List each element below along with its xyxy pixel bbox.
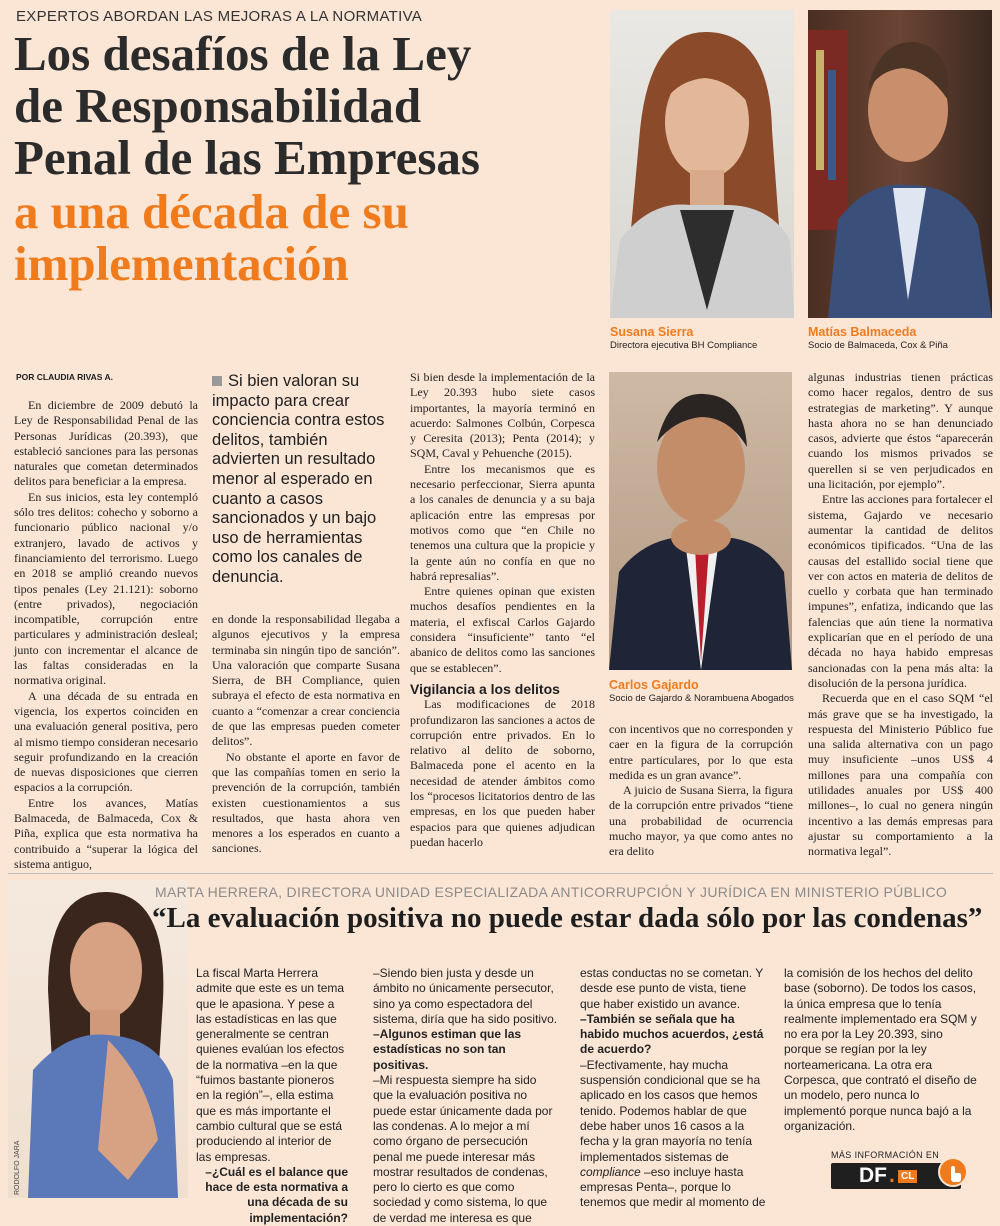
portrait-balmaceda-illustration — [808, 10, 992, 318]
caption-name-sierra: Susana Sierra — [610, 325, 694, 339]
caption-role-balmaceda: Socio de Balmaceda, Cox & Piña — [808, 340, 948, 351]
paragraph: estas conductas no se cometan. Y desde ese punto de vista, tiene que haber existido un avance. — [580, 966, 764, 1011]
headline-line-1: Los desafíos de la Ley — [14, 26, 472, 81]
interview-question: –También se señala que ha habido muchos acuerdos, ¿está de acuerdo? — [580, 1011, 764, 1057]
paragraph: A juicio de Susana Sierra, la figura de la corrupción entre privados “tiene una probabilidad de ocurrencia mucho mayor, ya que como antes no era delito — [609, 783, 793, 859]
caption-role-sierra: Directora ejecutiva BH Compliance — [610, 340, 758, 351]
article-column-1 — [14, 398, 198, 872]
interview-column-1 — [188, 966, 348, 1226]
paragraph — [580, 1058, 766, 1211]
interview-question: –Algunos estiman que las estadísticas no son tan positivas. — [373, 1027, 522, 1072]
portrait-sierra-illustration — [610, 10, 794, 318]
portrait-gajardo-illustration — [609, 372, 792, 670]
paragraph: –Siendo bien justa y desde un ámbito no únicamente persecutor, sino ya como espectadora del sistema, diría que ha sido positivo. — [373, 966, 558, 1026]
df-logo-dot: . — [889, 1164, 895, 1187]
paragraph: A una década de su entrada en vigencia, los expertos coinciden en una evaluación general positiva, pero al mismo tiempo consideran necesario seguir profundizando en la creación de nuevas disposiciones que cierren espacios a la corrupción. — [14, 688, 198, 795]
hand-pointer-icon[interactable] — [938, 1157, 968, 1187]
interview-column-4 — [784, 966, 978, 1134]
article-column-2 — [212, 612, 400, 857]
paragraph: Entre las acciones para fortalecer el sistema, Gajardo ve necesario aumentar la cantidad de delitos económicos tipificados. “Una de las causas del estallido social tiene que ver con actos en materia de delitos de cuello y corbata que han terminado impunes”, enfatiza, indicando que las falencias que aún tiene la normativa explicarían que en el período de una década no haya habido empresas sancionadas con la pena más alta: la disolución de la persona jurídica. — [808, 492, 993, 690]
caption-role-gajardo: Socio de Gajardo & Norambuena Abogados — [609, 693, 794, 704]
headline-line-3: Penal de las Empresas — [14, 130, 480, 185]
paragraph: En sus inicios, esta ley contempló sólo tres delitos: cohecho y soborno a funcionario público nacional y/o extranjero, lavado de activos y financiamiento del terrorismo. Luego en 2018 se amplió creando nuevos tipos penales (Ley 21.121): soborno (entre privados), negociación incompatible, corrupción entre particulares y administración desleal; junto con incrementar el alcance de las faltas consideradas en la normativa original. — [14, 489, 198, 688]
df-promo[interactable] — [831, 1150, 974, 1190]
pull-quote-text: Si bien valoran su impacto para crear conciencia contra estos delitos, también advierten un resultado menor al esperado en cuanto a casos sancionados y un bajo uso de herramientas como los canales de denuncia. — [212, 372, 385, 586]
headline-highlight-line-2: implementación — [14, 236, 349, 291]
interview-kicker: MARTA HERRERA, DIRECTORA UNIDAD ESPECIALIZADA ANTICORRUPCIÓN Y JURÍDICA EN MINISTERIO PÚBLICO — [155, 884, 948, 900]
section-divider — [8, 873, 993, 874]
pull-quote — [212, 372, 400, 588]
paragraph: Entre quienes opinan que existen muchos desafíos pendientes en la materia, el exfiscal Carlos Gajardo considera “insuficiente” tanto “el abanico de delitos como las sanciones que se establecen”. — [410, 584, 595, 675]
caption-name-gajardo: Carlos Gajardo — [609, 678, 699, 692]
df-logo-cl: CL — [898, 1170, 917, 1183]
paragraph: algunas industrias tienen prácticas como hacer regalos, dentro de sus estrategias de marketing”. Y aunque hasta ahora no se han denunciado casos, advierte que éstos “aparecerán cuando los mismos privados se querellen si se ven perjudicados en una licitación, por ejemplo”. — [808, 370, 993, 492]
paragraph: Entre los mecanismos que es necesario perfeccionar, Sierra apunta a los canales de denuncia y a su baja aplicación entre las empresas por motivos como que “en Chile no tenemos una cultura que la propicie y la gente aún no confía en que no habrá represalias”. — [410, 461, 595, 583]
article-column-4 — [808, 370, 993, 860]
paragraph: Si bien desde la implementación de la Ley 20.393 hubo siete casos importantes, la mayoría terminó en acuerdo: Salmones Colbún, Corpesca y Ceresita (2013); Penta (2014); y SQM, Caval y Pehuenche (2015). — [410, 370, 595, 461]
headline-highlight-line-1: a una década de su — [14, 184, 409, 239]
paragraph: Entre los avances, Matías Balmaceda, de Balmaceda, Cox & Piña, explica que esta normativa ha contribuido a “superar la lógica del sistema antiguo, — [14, 795, 198, 871]
paragraph: En diciembre de 2009 debutó la Ley de Responsabilidad Penal de las Personas Jurídicas (20.393), que estableció sanciones para las personas naturales que cometan determinados delitos para beneficiar a la empresa. — [14, 398, 198, 489]
headline-highlight — [14, 186, 604, 290]
interview-column-3 — [580, 966, 766, 1211]
text-fragment: –eso incluye hasta empresas Penta–, porque lo tenemos que medir al momento de — [580, 1164, 766, 1210]
caption-name-balmaceda: Matías Balmaceda — [808, 325, 917, 339]
paragraph: en donde la responsabilidad llegaba a algunos ejecutivos y la empresa terminaba sin ningún tipo de sanción”. Una valoración que comparte Susana Sierra, de BH Compliance, quien subraya el efecto de esta normativa en cuanto a “comenzar a crear conciencia de que las empresas pueden cometer delitos”. — [212, 612, 400, 749]
article-column-3 — [410, 370, 595, 850]
photo-susana-sierra — [610, 10, 794, 318]
section-kicker: EXPERTOS ABORDAN LAS MEJORAS A LA NORMATIVA — [16, 8, 423, 25]
photo-matias-balmaceda — [808, 10, 992, 318]
photo-credit: RODOLFO JARA — [14, 1140, 21, 1195]
photo-carlos-gajardo — [609, 372, 792, 670]
article-column-3b — [609, 722, 793, 860]
promo-label: MÁS INFORMACIÓN EN — [831, 1150, 940, 1160]
square-bullet-icon — [212, 376, 222, 386]
paragraph: Recuerda que en el caso SQM “el más grave que se ha investigado, la respuesta del Ministerio Público fue una salida alternativa con un pago muy insuficiente –unos US$ 4 millones para una compañía con utilidades anuales por US$ 400 millones–, lo cual no genera ningún incentivo a las demás empresas para ajustar su comportamiento a la normativa legal”. — [808, 691, 993, 859]
paragraph: –Mi respuesta siempre ha sido que la evaluación positiva no puede estar únicamente dada por las condenas. A lo mejor a mí como órgano de persecución penal me puede interesar más mostrar resultados de condenas, pero lo cierto es que como sociedad y como sistema, lo que de verdad me interesa es que — [373, 1073, 553, 1225]
paragraph: No obstante el aporte en favor de que las compañías tomen en serio la prevención de la corrupción, también existen cuestionamientos a sus resultados, que hasta ahora ven menores a los esperados en cuanto a sanciones. — [212, 749, 400, 856]
df-logo-main: DF — [859, 1164, 887, 1187]
paragraph: La fiscal Marta Herrera admite que este es un tema que le apasiona. Y pese a las estadísticas en las que generalmente se centran quienes evalúan los efectos de la normativa –en la que “fuimos bastante pioneros en la región”–, ella estima que es más importante el cambio cultural que se está produciendo al interior de las empresas. — [196, 966, 345, 1164]
emphasis-text: compliance — [580, 1164, 641, 1179]
byline: POR CLAUDIA RIVAS A. — [16, 372, 113, 382]
interview-question: –¿Cuál es el balance que hace de esta normativa a una década de su implementación? — [205, 1164, 348, 1225]
headline-line-2: de Responsabilidad — [14, 78, 422, 133]
interview-title: “La evaluación positiva no puede estar dada sólo por las condenas” — [152, 902, 983, 934]
paragraph: la comisión de los hechos del delito base (soborno). De todos los casos, la única empresa que lo tenía realmente implementado era SQM y no era por la Ley 20.393, sino porque se regían por la ley norteamericana. La otra era Corpesca, que contrató el diseño de un modelo, pero nunca lo implementó porque nunca bajó a la organización. — [784, 966, 977, 1133]
interview-column-2 — [373, 966, 559, 1226]
subheading: Vigilancia a los delitos — [410, 680, 560, 697]
paragraph: con incentivos que no corresponden y caer en la figura de la corrupción entre particulares, por lo que esta medida es un gran avance”. — [609, 722, 793, 782]
text-fragment: –Efectivamente, hay mucha suspensión condicional que se ha aplicado en los casos que hemos tenido. Podemos hablar de que debe haber unos 16 casos a la fecha y la gran mayoría no tenía implementados sistemas de — [580, 1057, 761, 1164]
paragraph: Las modificaciones de 2018 profundizaron las sanciones a actos de corrupción entre privados. En lo relativo al delito de soborno, Balmaceda pone el acento en la necesidad de atender ámbitos como los “procesos licitatorios dentro de las empresas, en los que pueden haber espacios para que quienes adjudican puedan hacerlo — [410, 697, 595, 849]
headline — [14, 28, 604, 184]
